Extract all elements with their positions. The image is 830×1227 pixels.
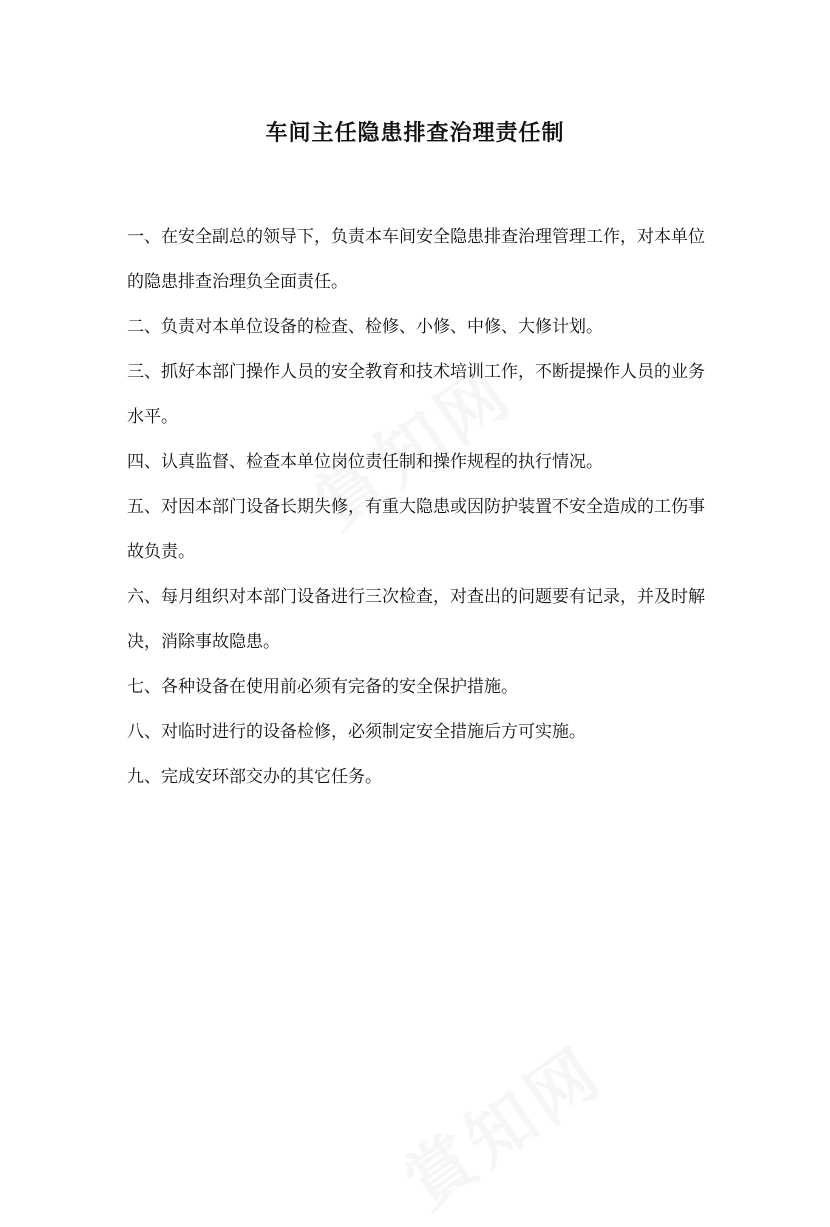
document-title: 车间主任隐患排查治理责任制 xyxy=(265,121,565,146)
clause-4: 四、认真监督、检查本单位岗位责任制和操作规程的执行情况。 xyxy=(127,452,603,472)
clause-8: 八、对临时进行的设备检修，必须制定安全措施后方可实施。 xyxy=(127,722,586,742)
watermark xyxy=(382,1020,620,1227)
clause-7: 七、各种设备在使用前必须有完备的安全保护措施。 xyxy=(127,677,518,697)
document-body xyxy=(127,215,717,800)
clause-5: 五、对因本部门设备长期失修，有重大隐患或因防护装置不安全造成的工伤事故负责。 xyxy=(127,497,705,562)
clause-9: 九、完成安环部交办的其它任务。 xyxy=(127,767,382,787)
clause-3: 三、抓好本部门操作人员的安全教育和技术培训工作，不断提操作人员的业务水平。 xyxy=(127,362,705,427)
clause-1: 一、在安全副总的领导下，负责本车间安全隐患排查治理管理工作，对本单位的隐患排查治理负全面责任。 xyxy=(127,227,705,292)
clause-6: 六、每月组织对本部门设备进行三次检查，对查出的问题要有记录，并及时解决，消除事故隐患。 xyxy=(127,587,705,652)
clause-2: 二、负责对本单位设备的检查、检修、小修、中修、大修计划。 xyxy=(127,317,603,337)
